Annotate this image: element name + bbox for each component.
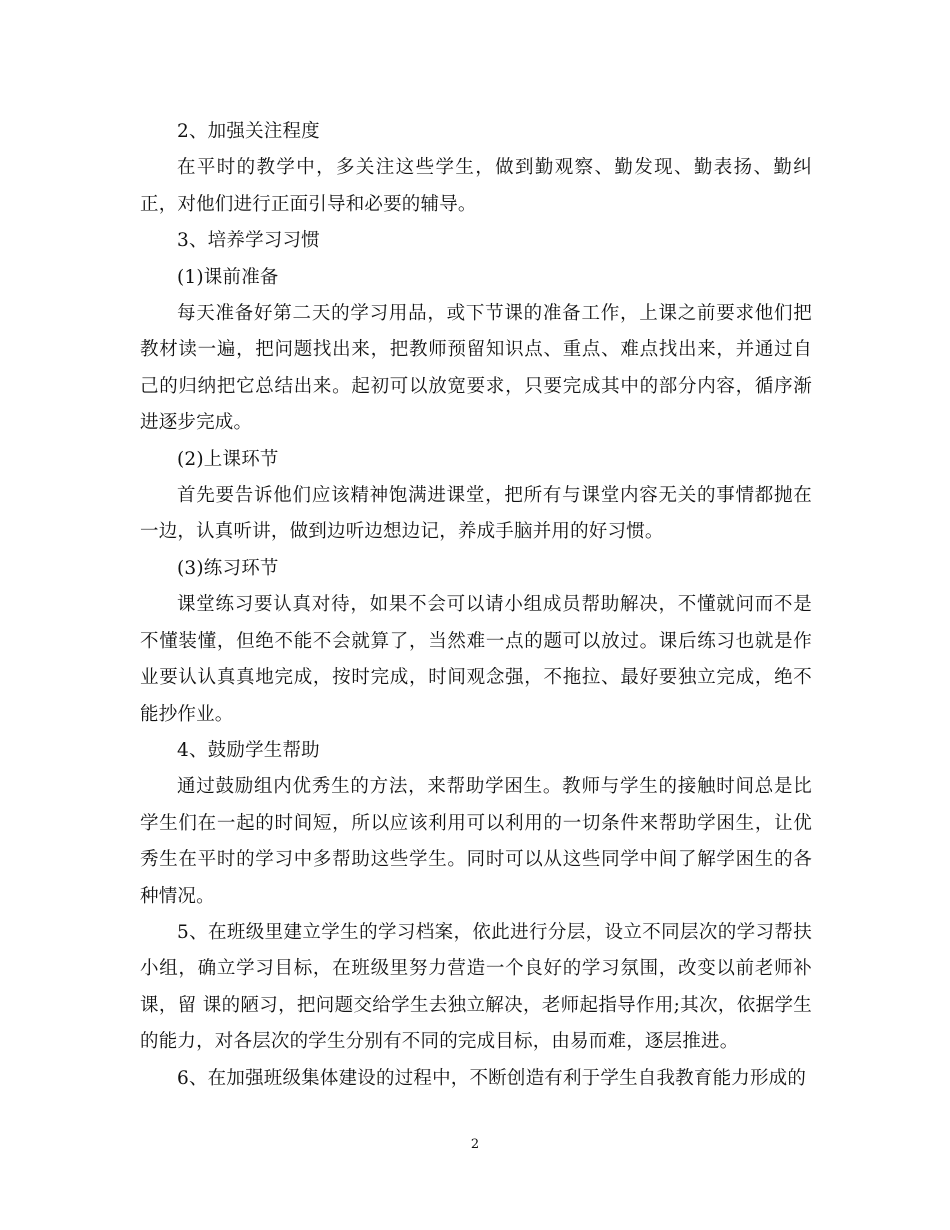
paragraph: 通过鼓励组内优秀生的方法，来帮助学困生。教师与学生的接触时间总是比学生们在一起的时间短，所以应该利用可以利用的一切条件来帮助学困生，让优秀生在平时的学习中多帮助这些学生。同时可以从这些同学中间了解学困生的各种情况。 (140, 776, 812, 907)
paragraph: 在平时的教学中，多关注这些学生，做到勤观察、勤发现、勤表扬、勤纠正，对他们进行正面引导和必要的辅导。 (140, 157, 812, 215)
heading-4: 4、鼓励学生帮助 (177, 739, 320, 761)
paragraph-item-5: 5、在班级里建立学生的学习档案，依此进行分层，设立不同层次的学习帮扶小组，确立学习目标，在班级里努力营造一个良好的学习氛围，改变以前老师补课，留 课的陋习，把问题交给学生去独立解决，老师起指导作用;其次，依据学生的能力，对各层次的学生分别有不同的完成目标，由易而难，逐层推进。 (140, 921, 812, 1053)
subheading-2: (2)上课环节 (177, 448, 279, 470)
paragraph-item-6: 6、在加强班级集体建设的过程中，不断创造有利于学生自我教育能力形成的 (177, 1067, 807, 1089)
document-body (140, 114, 812, 1097)
paragraph: 每天准备好第二天的学习用品，或下节课的准备工作，上课之前要求他们把教材读一遍，把问题找出来，把教师预留知识点、重点、难点找出来，并通过自己的归纳把它总结出来。起初可以放宽要求，只要完成其中的部分内容，循序渐进逐步完成。 (140, 303, 812, 434)
subheading-1: (1)课前准备 (177, 266, 279, 288)
paragraph: 课堂练习要认真对待，如果不会可以请小组成员帮助解决，不懂就问而不是不懂装懂，但绝不能不会就算了，当然难一点的题可以放过。课后练习也就是作业要认认真真地完成，按时完成，时间观念强，不拖拉、最好要独立完成，绝不能抄作业。 (140, 594, 812, 725)
heading-3: 3、培养学习习惯 (177, 230, 320, 252)
paragraph: 首先要告诉他们应该精神饱满进课堂，把所有与课堂内容无关的事情都抛在一边，认真听讲，做到边听边想边记，养成手脑并用的好习惯。 (140, 485, 812, 543)
subheading-3: (3)练习环节 (177, 557, 279, 579)
page-number: 2 (470, 1137, 480, 1152)
heading-2: 2、加强关注程度 (177, 121, 320, 142)
